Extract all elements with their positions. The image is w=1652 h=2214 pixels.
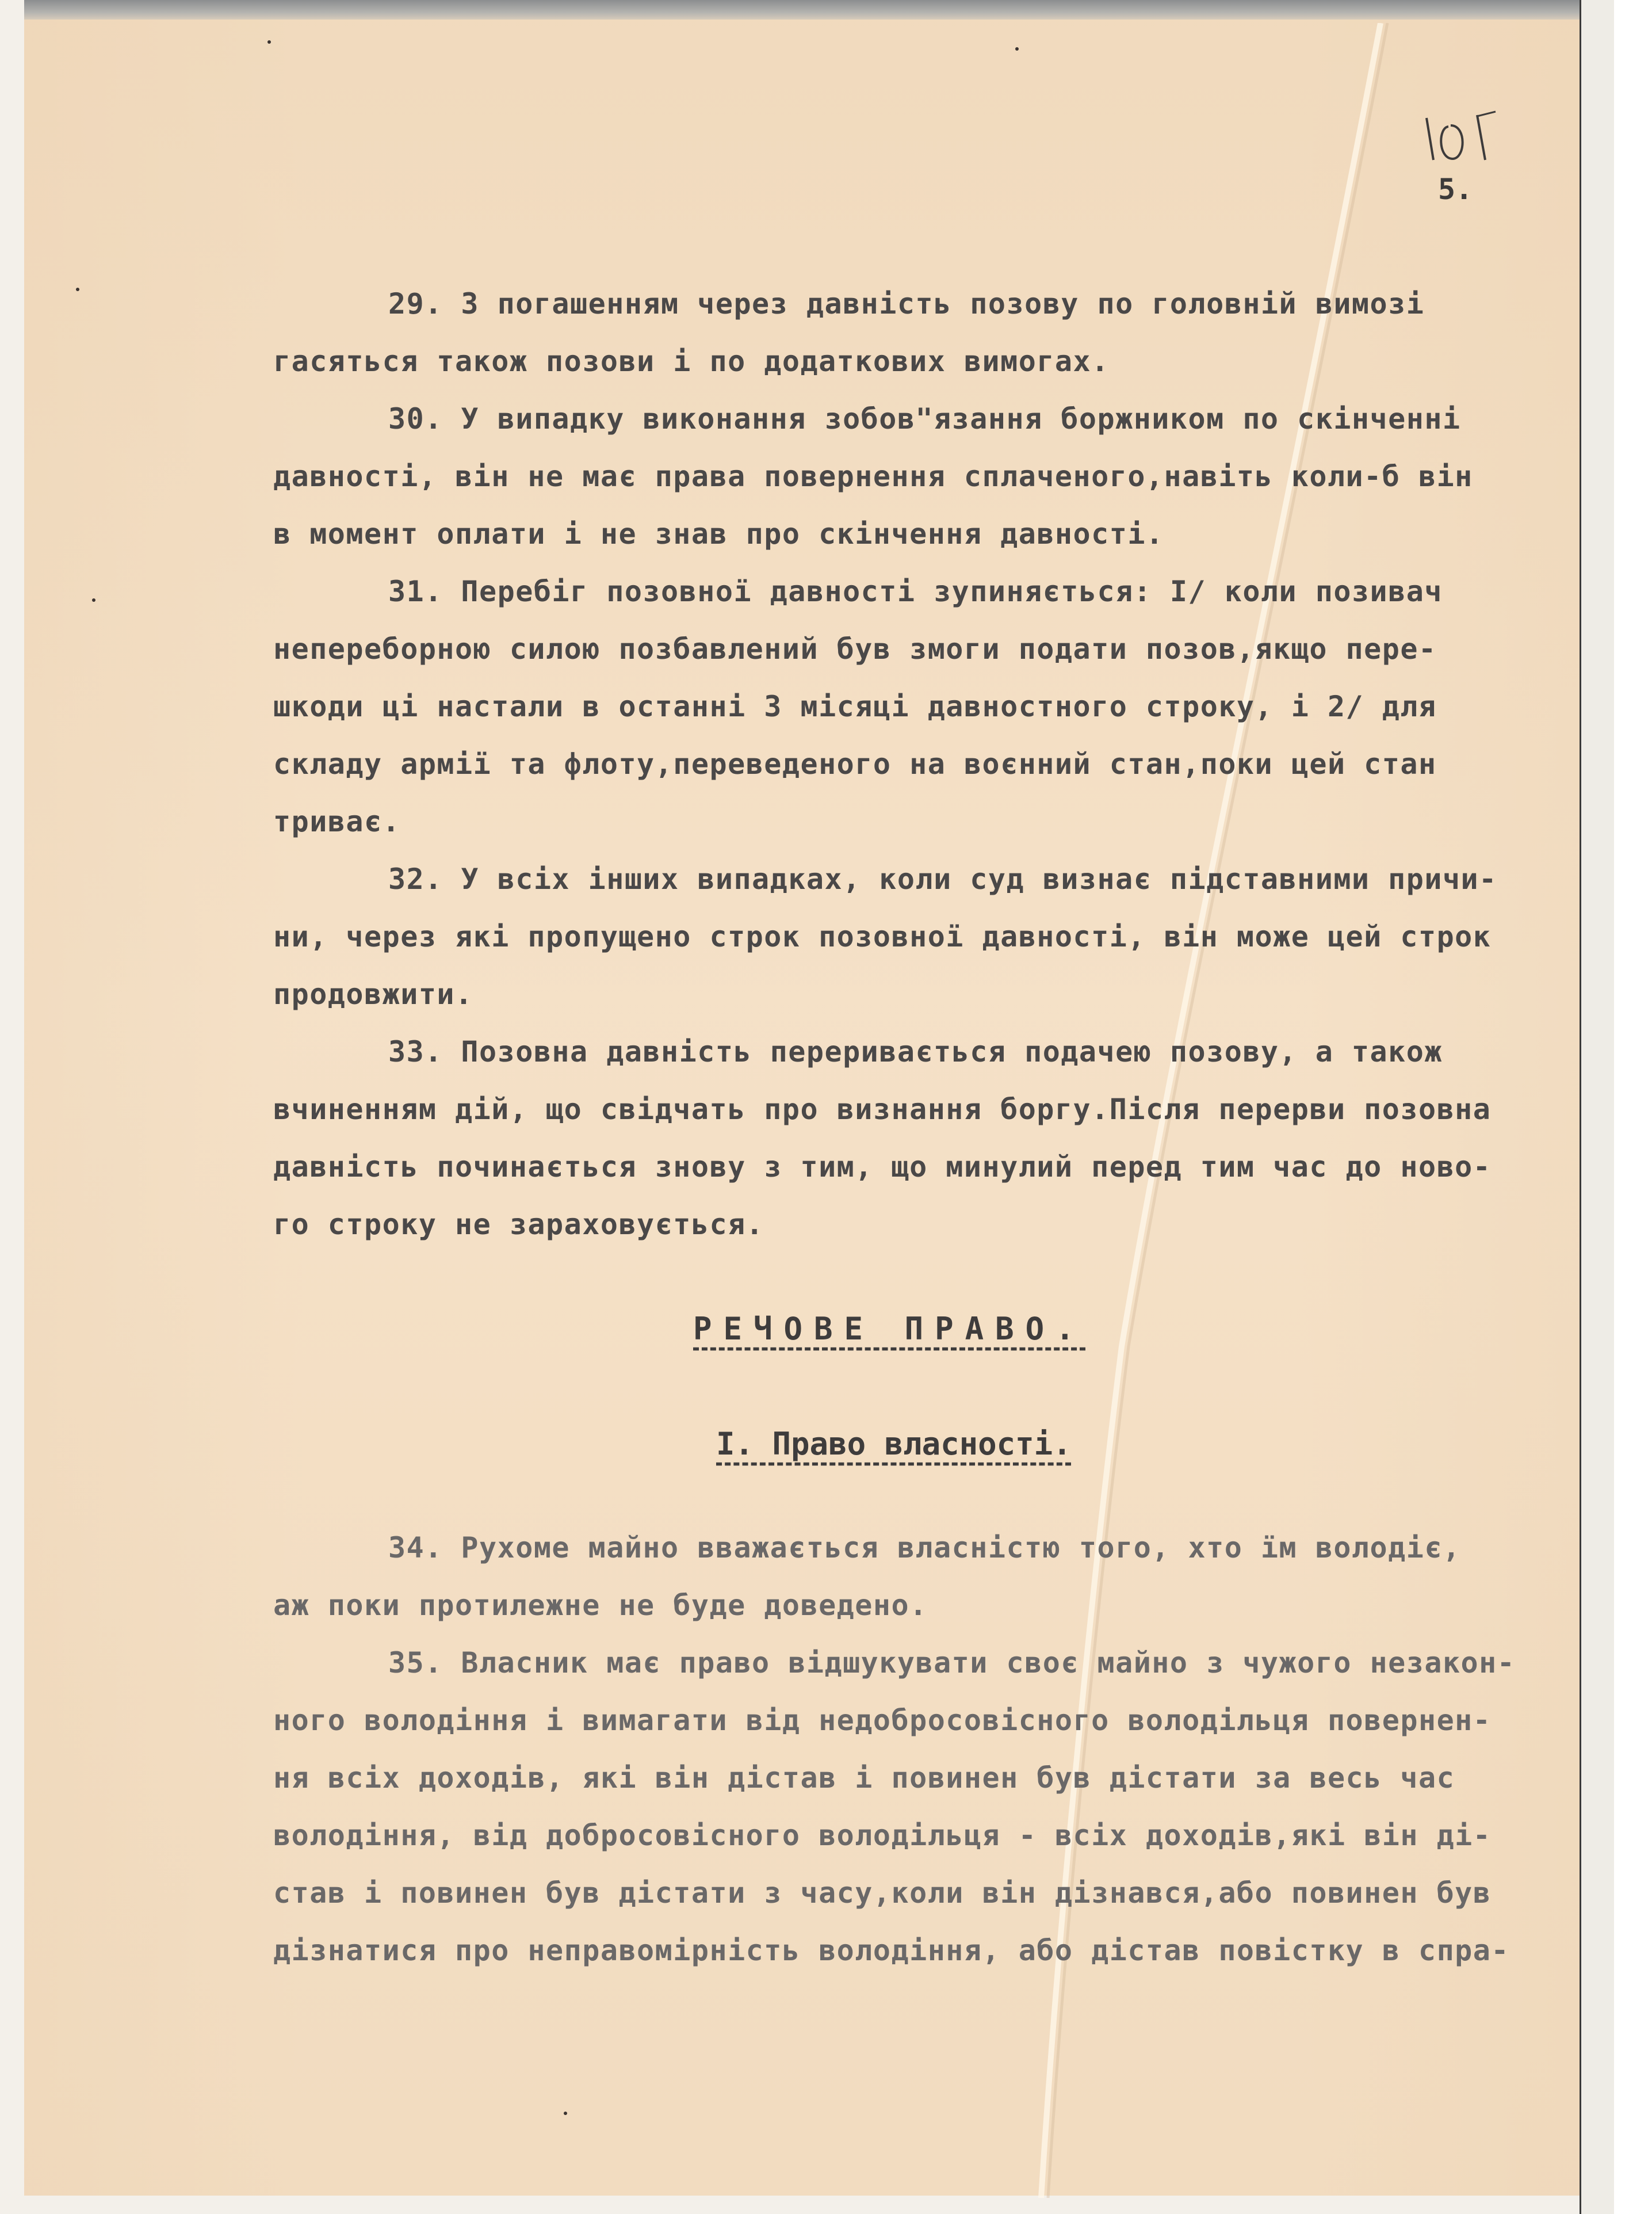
paragraph-35-line-3: ня всіх доходів, які він дістав і повинен був дістати за весь час: [273, 1761, 1455, 1795]
section-subtitle: І. Право власності.: [716, 1426, 1072, 1462]
paragraph-35-line-4: володіння, від добросовісного володільця - всіх доходів,які він ді-: [273, 1819, 1492, 1852]
paragraph-35-line-2: ного володіння і вимагати від недобросовісного володільця повернен-: [273, 1704, 1492, 1737]
paragraph-29-line-1: 29. З погашенням через давність позову по головній вимозі: [388, 287, 1425, 320]
page-number: 5.: [1438, 173, 1473, 206]
paragraph-32-line-3: продовжити.: [273, 978, 473, 1011]
paragraph-32-line-1: 32. У всіх інших випадках, коли суд визнає підставними причи-: [388, 862, 1497, 896]
paragraph-31-line-3: шкоди ці настали в останні 3 місяці давностного строку, і 2/ для: [273, 690, 1437, 723]
paragraph-30-line-3: в момент оплати і не знав про скінчення давності.: [273, 517, 1164, 551]
paragraph-35-line-5: став і повинен був дістати з часу,коли він дізнався,або повинен був: [273, 1876, 1492, 1910]
paragraph-30-line-1: 30. У випадку виконання зобов"язання боржником по скінченні: [388, 402, 1461, 436]
paragraph-34-line-1: 34. Рухоме майно вважається власністю того, хто їм володіє,: [388, 1531, 1461, 1564]
paragraph-33-line-2: вчиненням дій, що свідчать про визнання боргу.Після перерви позовна: [273, 1093, 1492, 1126]
paragraph-33-line-3: давність починається знову з тим, що минулий перед тим час до ново-: [273, 1150, 1492, 1184]
paper-speck: [1015, 47, 1019, 51]
paper-speck: [76, 288, 79, 291]
paragraph-33-line-4: го строку не зараховується.: [273, 1208, 764, 1241]
paragraph-34-line-2: аж поки протилежне не буде доведено.: [273, 1589, 928, 1622]
paragraph-29-line-2: гасяться також позови і по додаткових вимогах.: [273, 345, 1110, 378]
paragraph-31-line-2: непереборною силою позбавлений був змоги подати позов,якщо пере-: [273, 632, 1437, 666]
paragraph-31-line-5: триває.: [273, 805, 401, 838]
paragraph-31-line-4: складу армії та флоту,переведеного на воєнний стан,поки цей стан: [273, 747, 1437, 781]
paragraph-32-line-2: ни, через які пропущено строк позовної давності, він може цей строк: [273, 920, 1492, 953]
handwritten-folio-number: [1421, 109, 1519, 167]
paragraph-35-line-6: дізнатися про неправомірність володіння, або дістав повістку в спра-: [273, 1934, 1509, 1967]
paper-speck: [267, 40, 271, 44]
paragraph-33-line-1: 33. Позовна давність переривається подачею позову, а також: [388, 1035, 1443, 1068]
section-title: РЕЧОВЕ ПРАВО.: [693, 1311, 1086, 1347]
paper-speck: [564, 2112, 567, 2115]
paragraph-31-line-1: 31. Перебіг позовної давності зупиняється: І/ коли позивач: [388, 575, 1443, 608]
paper-speck: [92, 598, 95, 602]
paragraph-35-line-1: 35. Власник має право відшукувати своє майно з чужого незакон-: [388, 1646, 1516, 1679]
paragraph-30-line-2: давності, він не має права повернення сплаченого,навіть коли-б він: [273, 460, 1473, 493]
